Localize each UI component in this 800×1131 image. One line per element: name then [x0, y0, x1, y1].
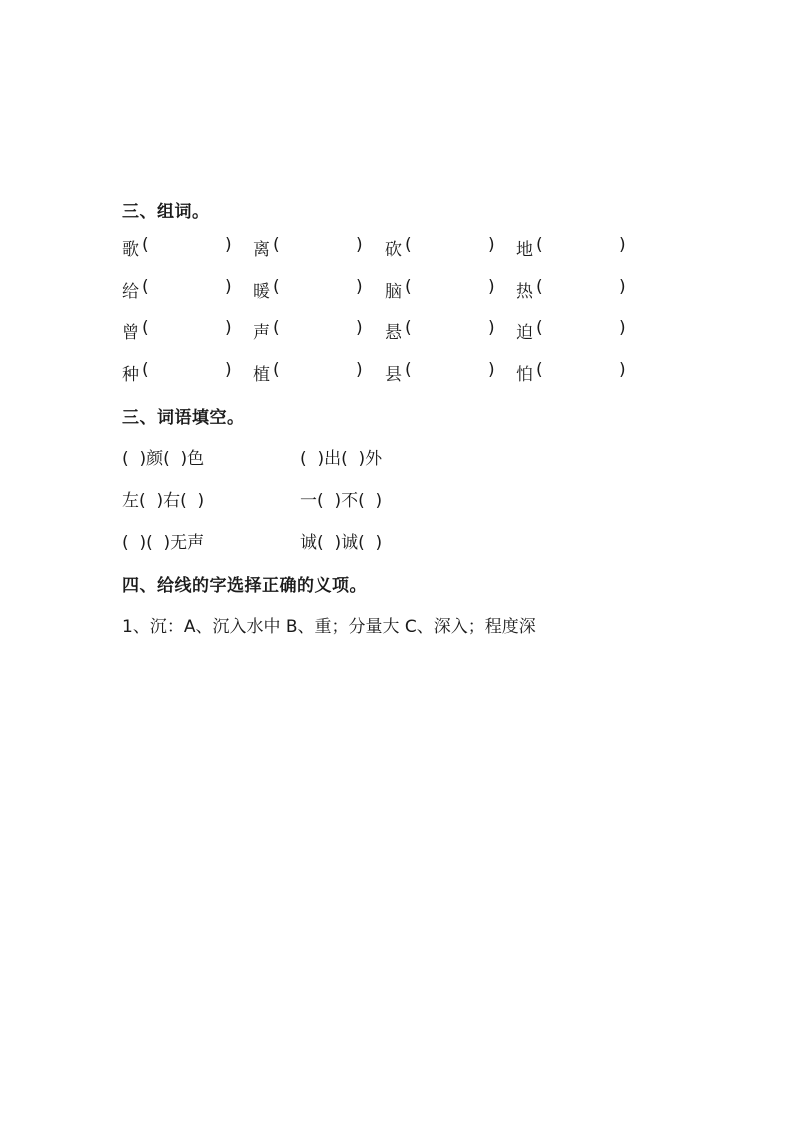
close-paren: ) [225, 360, 232, 380]
answer-blank[interactable] [152, 235, 222, 255]
open-paren: ( [273, 235, 280, 255]
word-char: 热 [516, 282, 533, 302]
open-paren: ( [536, 360, 543, 380]
open-paren: ( [405, 318, 412, 338]
idiom-blank-item[interactable]: ( )出( )外 [300, 449, 383, 469]
word-char: 声 [253, 323, 270, 343]
close-paren: ) [356, 277, 363, 297]
fill-row [122, 444, 522, 468]
close-paren: ) [619, 277, 626, 297]
open-paren: ( [142, 360, 149, 380]
answer-blank[interactable] [546, 318, 616, 338]
close-paren: ) [488, 318, 495, 338]
close-paren: ) [488, 360, 495, 380]
word-char: 种 [122, 365, 139, 385]
meaning-item: 1、沉：A、沉入水中 B、重；分量大 C、深入；程度深 [122, 617, 536, 637]
open-paren: ( [142, 235, 149, 255]
idiom-blank-item[interactable]: ( )( )无声 [122, 533, 205, 553]
idiom-blank-item[interactable]: 左( )右( ) [122, 491, 205, 511]
fill-row [122, 528, 522, 552]
word-char: 县 [385, 365, 402, 385]
word-char: 暖 [253, 282, 270, 302]
word-char: 离 [253, 240, 270, 260]
word-char: 给 [122, 282, 139, 302]
open-paren: ( [142, 318, 149, 338]
word-row [122, 235, 642, 259]
section-title-word-building: 三、组词。 [122, 202, 210, 222]
word-char: 植 [253, 365, 270, 385]
close-paren: ) [225, 318, 232, 338]
answer-blank[interactable] [415, 318, 485, 338]
answer-blank[interactable] [546, 360, 616, 380]
close-paren: ) [619, 318, 626, 338]
open-paren: ( [142, 277, 149, 297]
section-title-fill-blanks: 三、词语填空。 [122, 408, 245, 428]
open-paren: ( [273, 277, 280, 297]
fill-row [122, 486, 522, 510]
idiom-blank-item[interactable]: 一( )不( ) [300, 491, 383, 511]
answer-blank[interactable] [415, 277, 485, 297]
word-row [122, 318, 642, 342]
open-paren: ( [273, 318, 280, 338]
answer-blank[interactable] [415, 360, 485, 380]
word-char: 怕 [516, 365, 533, 385]
word-char: 脑 [385, 282, 402, 302]
answer-blank[interactable] [152, 277, 222, 297]
open-paren: ( [405, 235, 412, 255]
answer-blank[interactable] [546, 235, 616, 255]
answer-blank[interactable] [546, 277, 616, 297]
answer-blank[interactable] [283, 318, 353, 338]
close-paren: ) [356, 318, 363, 338]
close-paren: ) [356, 235, 363, 255]
word-char: 歌 [122, 240, 139, 260]
close-paren: ) [488, 277, 495, 297]
close-paren: ) [225, 277, 232, 297]
answer-blank[interactable] [283, 360, 353, 380]
word-char: 地 [516, 240, 533, 260]
open-paren: ( [273, 360, 280, 380]
close-paren: ) [619, 360, 626, 380]
close-paren: ) [619, 235, 626, 255]
idiom-blank-item[interactable]: ( )颜( )色 [122, 449, 205, 469]
word-row [122, 277, 642, 301]
idiom-blank-item[interactable]: 诚( )诚( ) [300, 533, 383, 553]
word-char: 砍 [385, 240, 402, 260]
open-paren: ( [536, 235, 543, 255]
close-paren: ) [225, 235, 232, 255]
answer-blank[interactable] [152, 360, 222, 380]
open-paren: ( [536, 277, 543, 297]
answer-blank[interactable] [283, 235, 353, 255]
open-paren: ( [405, 277, 412, 297]
word-row [122, 360, 642, 384]
word-char: 曾 [122, 323, 139, 343]
open-paren: ( [536, 318, 543, 338]
close-paren: ) [356, 360, 363, 380]
word-char: 悬 [385, 323, 402, 343]
answer-blank[interactable] [152, 318, 222, 338]
section-title-meanings: 四、给线的字选择正确的义项。 [122, 576, 367, 596]
open-paren: ( [405, 360, 412, 380]
close-paren: ) [488, 235, 495, 255]
answer-blank[interactable] [415, 235, 485, 255]
word-char: 迫 [516, 323, 533, 343]
answer-blank[interactable] [283, 277, 353, 297]
